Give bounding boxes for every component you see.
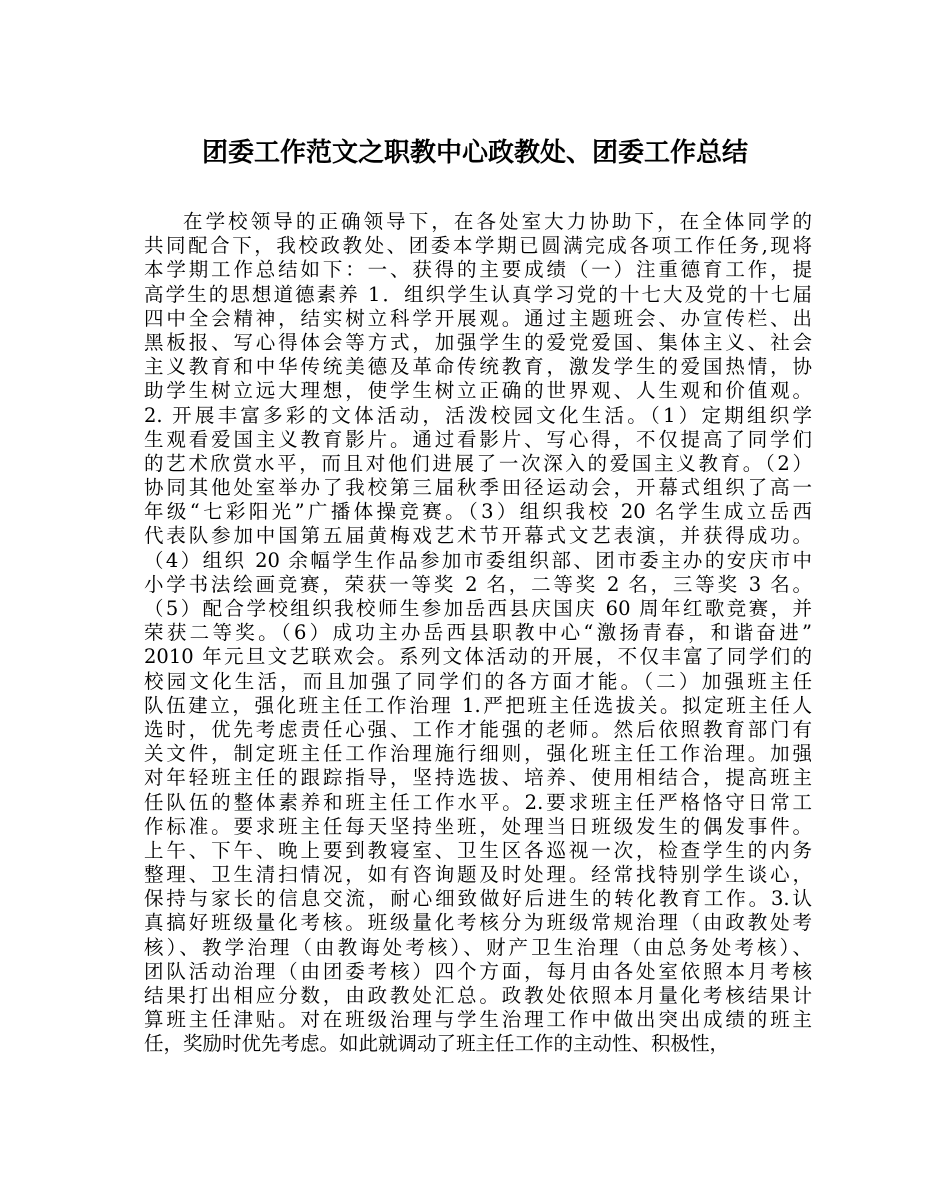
paragraph-line: 年级“七彩阳光”广播体操竞赛。（3）组织我校 20 名学生成立岳西 (144, 500, 812, 524)
paragraph-line: 小学书法绘画竞赛，荣获一等奖 2 名，二等奖 2 名，三等奖 3 名。 (144, 572, 812, 596)
paragraph-line: 团队活动治理（由团委考核）四个方面，每月由各处室依照本月考核 (144, 959, 812, 983)
paragraph-line: 代表队参加中国第五届黄梅戏艺术节开幕式文艺表演，并获得成功。 (144, 524, 812, 548)
paragraph-line: （5）配合学校组织我校师生参加岳西县庆国庆 60 周年红歌竞赛，并 (144, 597, 812, 620)
paragraph-line: 荣获二等奖。（6）成功主办岳西县职教中心“激扬青春，和谐奋进” (144, 621, 812, 645)
paragraph-line: 高学生的思想道德素养 1．组织学生认真学习党的十七大及党的十七届 (144, 282, 812, 306)
paragraph-line: 真搞好班级量化考核。班级量化考核分为班级常规治理（由政教处考 (144, 911, 812, 935)
document-body (144, 210, 812, 1057)
paragraph-line: （4）组织 20 余幅学生作品参加市委组织部、团市委主办的安庆市中 (144, 548, 812, 572)
paragraph-line: 共同配合下，我校政教处、团委本学期已圆满完成各项工作任务,现将 (144, 234, 812, 258)
paragraph-line: 队伍建立，强化班主任工作治理 1.严把班主任选拔关。拟定班主任人 (144, 693, 812, 717)
paragraph-line: 整理、卫生清扫情况，如有咨询题及时处理。经常找特别学生谈心， (144, 863, 812, 887)
paragraph-line: 任，奖励时优先考虑。如此就调动了班主任工作的主动性、积极性， (144, 1032, 730, 1056)
paragraph-line: 四中全会精神，结实树立科学开展观。通过主题班会、办宣传栏、出 (144, 306, 812, 330)
paragraph-line: 2010 年元旦文艺联欢会。系列文体活动的开展，不仅丰富了同学们的 (144, 645, 812, 669)
paragraph-line: 结果打出相应分数，由政教处汇总。政教处依照本月量化考核结果计 (144, 984, 812, 1007)
paragraph-line: 上午、下午、晚上要到教寝室、卫生区各巡视一次，检查学生的内务 (144, 838, 812, 862)
paragraph-line: 选时，优先考虑责任心强、工作才能强的老师。然后依照教育部门有 (144, 717, 812, 741)
paragraph-line: 在学校领导的正确领导下，在各处室大力协助下，在全体同学的 (183, 210, 812, 233)
paragraph-line: 协同其他处室举办了我校第三届秋季田径运动会，开幕式组织了高一 (144, 476, 812, 500)
document-title: 团委工作范文之职教中心政教处、团委工作总结 (201, 138, 748, 168)
paragraph-line: 2. 开展丰富多彩的文体活动，活泼校园文化生活。（1）定期组织学 (144, 403, 812, 427)
paragraph-line: 对年轻班主任的跟踪指导，坚持选拔、培养、使用相结合，提高班主 (144, 766, 812, 790)
paragraph-line: 主义教育和中华传统美德及革命传统教育，激发学生的爱国热情，协 (144, 355, 812, 379)
paragraph-line: 校园文化生活，而且加强了同学们的各方面才能。（二）加强班主任 (144, 669, 812, 693)
paragraph-line: 关文件，制定班主任工作治理施行细则，强化班主任工作治理。加强 (144, 742, 812, 766)
paragraph-line: 任队伍的整体素养和班主任工作水平。2.要求班主任严格恪守日常工 (144, 790, 812, 814)
paragraph-line: 核）、教学治理（由教诲处考核）、财产卫生治理（由总务处考核）、 (144, 935, 812, 959)
paragraph-line: 助学生树立远大理想，使学生树立正确的世界观、人生观和价值观。 (144, 379, 812, 403)
paragraph-line: 生观看爱国主义教育影片。通过看影片、写心得，不仅提高了同学们 (144, 427, 812, 451)
paragraph-line: 算班主任津贴。对在班级治理与学生治理工作中做出突出成绩的班主 (144, 1008, 812, 1032)
paragraph-line: 的艺术欣赏水平，而且对他们进展了一次深入的爱国主义教育。（2） (144, 451, 812, 475)
paragraph-line: 作标准。要求班主任每天坚持坐班，处理当日班级发生的偶发事件。 (144, 814, 812, 838)
paragraph-line: 保持与家长的信息交流，耐心细致做好后进生的转化教育工作。3.认 (144, 887, 812, 911)
paragraph-line: 黑板报、写心得体会等方式，加强学生的爱党爱国、集体主义、社会 (144, 330, 812, 354)
paragraph-line: 本学期工作总结如下：一、获得的主要成绩（一）注重德育工作，提 (144, 258, 812, 282)
